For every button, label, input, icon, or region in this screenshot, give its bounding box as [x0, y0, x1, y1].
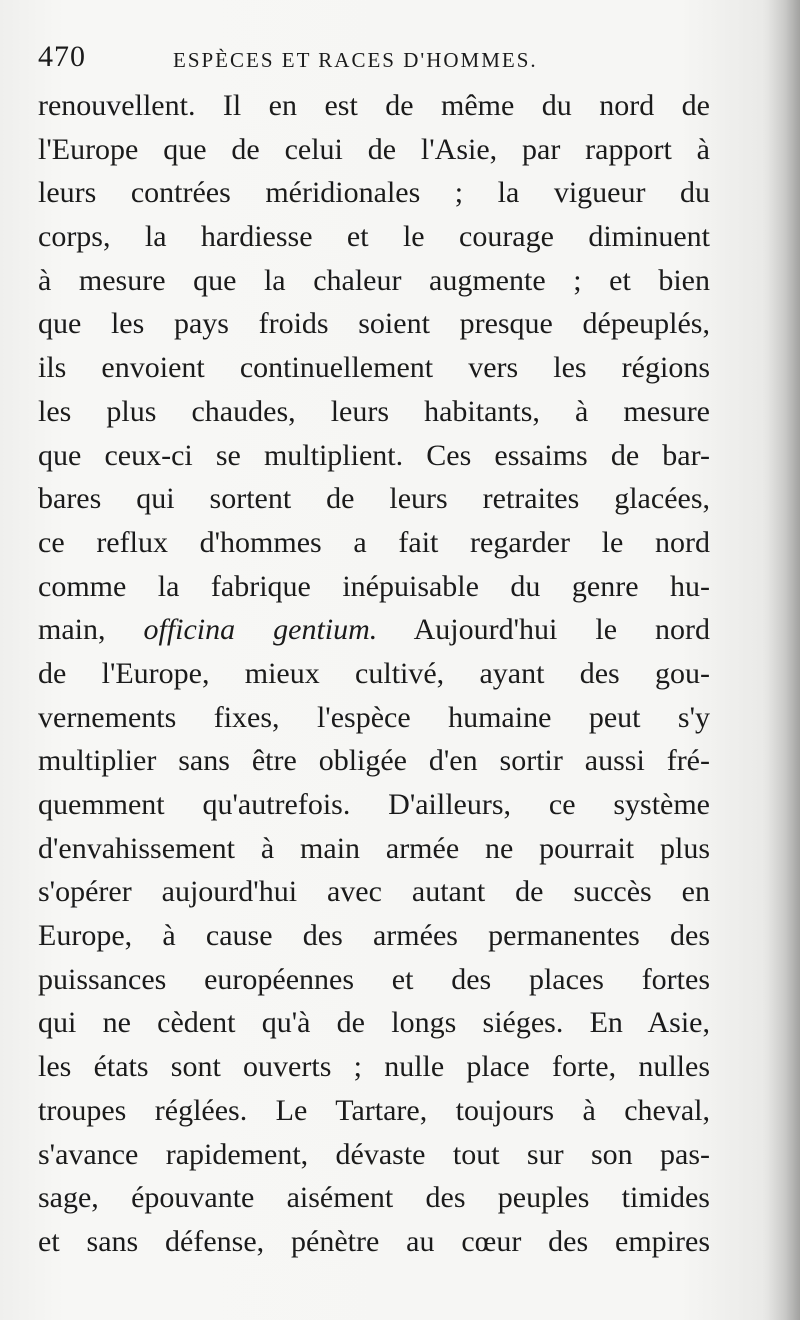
text-line: corps, la hardiesse et le courage diminuent	[38, 220, 710, 254]
text-line: de l'Europe, mieux cultivé, ayant des gou-	[38, 656, 710, 690]
body-text	[38, 84, 710, 1264]
text-line: l'Europe que de celui de l'Asie, par rapport à	[38, 132, 710, 166]
text-line: multiplier sans être obligée d'en sortir aussi fré-	[38, 744, 710, 778]
text-line: puissances européennes et des places fortes	[38, 962, 710, 996]
page-number: 470	[38, 40, 86, 73]
text-line: comme la fabrique inépuisable du genre hu-	[38, 569, 710, 603]
text-segment: main,	[38, 613, 144, 647]
page-header	[38, 38, 718, 84]
text-line: que les pays froids soient presque dépeuplés,	[38, 307, 710, 341]
text-line: que ceux-ci se multiplient. Ces essaims de bar-	[38, 438, 710, 472]
text-line: ce reflux d'hommes a fait regarder le nord	[38, 525, 710, 559]
text-segment: Aujourd'hui le nord	[377, 613, 710, 647]
text-line: les états sont ouverts ; nulle place forte, nulles	[38, 1050, 710, 1084]
text-line: les plus chaudes, leurs habitants, à mesure	[38, 394, 710, 428]
text-line: bares qui sortent de leurs retraites glacées,	[38, 482, 710, 516]
text-line	[38, 608, 710, 652]
text-line: sage, épouvante aisément des peuples timides	[38, 1181, 710, 1215]
text-line: qui ne cèdent qu'à de longs siéges. En Asie,	[38, 1006, 710, 1040]
text-line: troupes réglées. Le Tartare, toujours à cheval,	[38, 1093, 710, 1127]
running-head: ESPÈCES ET RACES D'HOMMES.	[173, 48, 538, 72]
page-spine-shadow	[762, 0, 800, 1320]
text-line: d'envahissement à main armée ne pourrait plus	[38, 831, 710, 865]
text-line: et sans défense, pénètre au cœur des empires	[38, 1224, 710, 1258]
text-line: vernements fixes, l'espèce humaine peut s'y	[38, 700, 710, 734]
text-line: renouvellent. Il en est de même du nord de	[38, 89, 710, 122]
text-line: ils envoient continuellement vers les régions	[38, 351, 710, 385]
text-line: quemment qu'autrefois. D'ailleurs, ce système	[38, 788, 710, 821]
text-line: s'avance rapidement, dévaste tout sur son pas-	[38, 1137, 710, 1171]
text-line: s'opérer aujourd'hui avec autant de succès en	[38, 875, 710, 909]
italic-phrase: officina gentium.	[143, 613, 378, 647]
text-line: Europe, à cause des armées permanentes des	[38, 919, 710, 953]
text-line: leurs contrées méridionales ; la vigueur du	[38, 176, 710, 210]
text-line: à mesure que la chaleur augmente ; et bien	[38, 263, 710, 297]
